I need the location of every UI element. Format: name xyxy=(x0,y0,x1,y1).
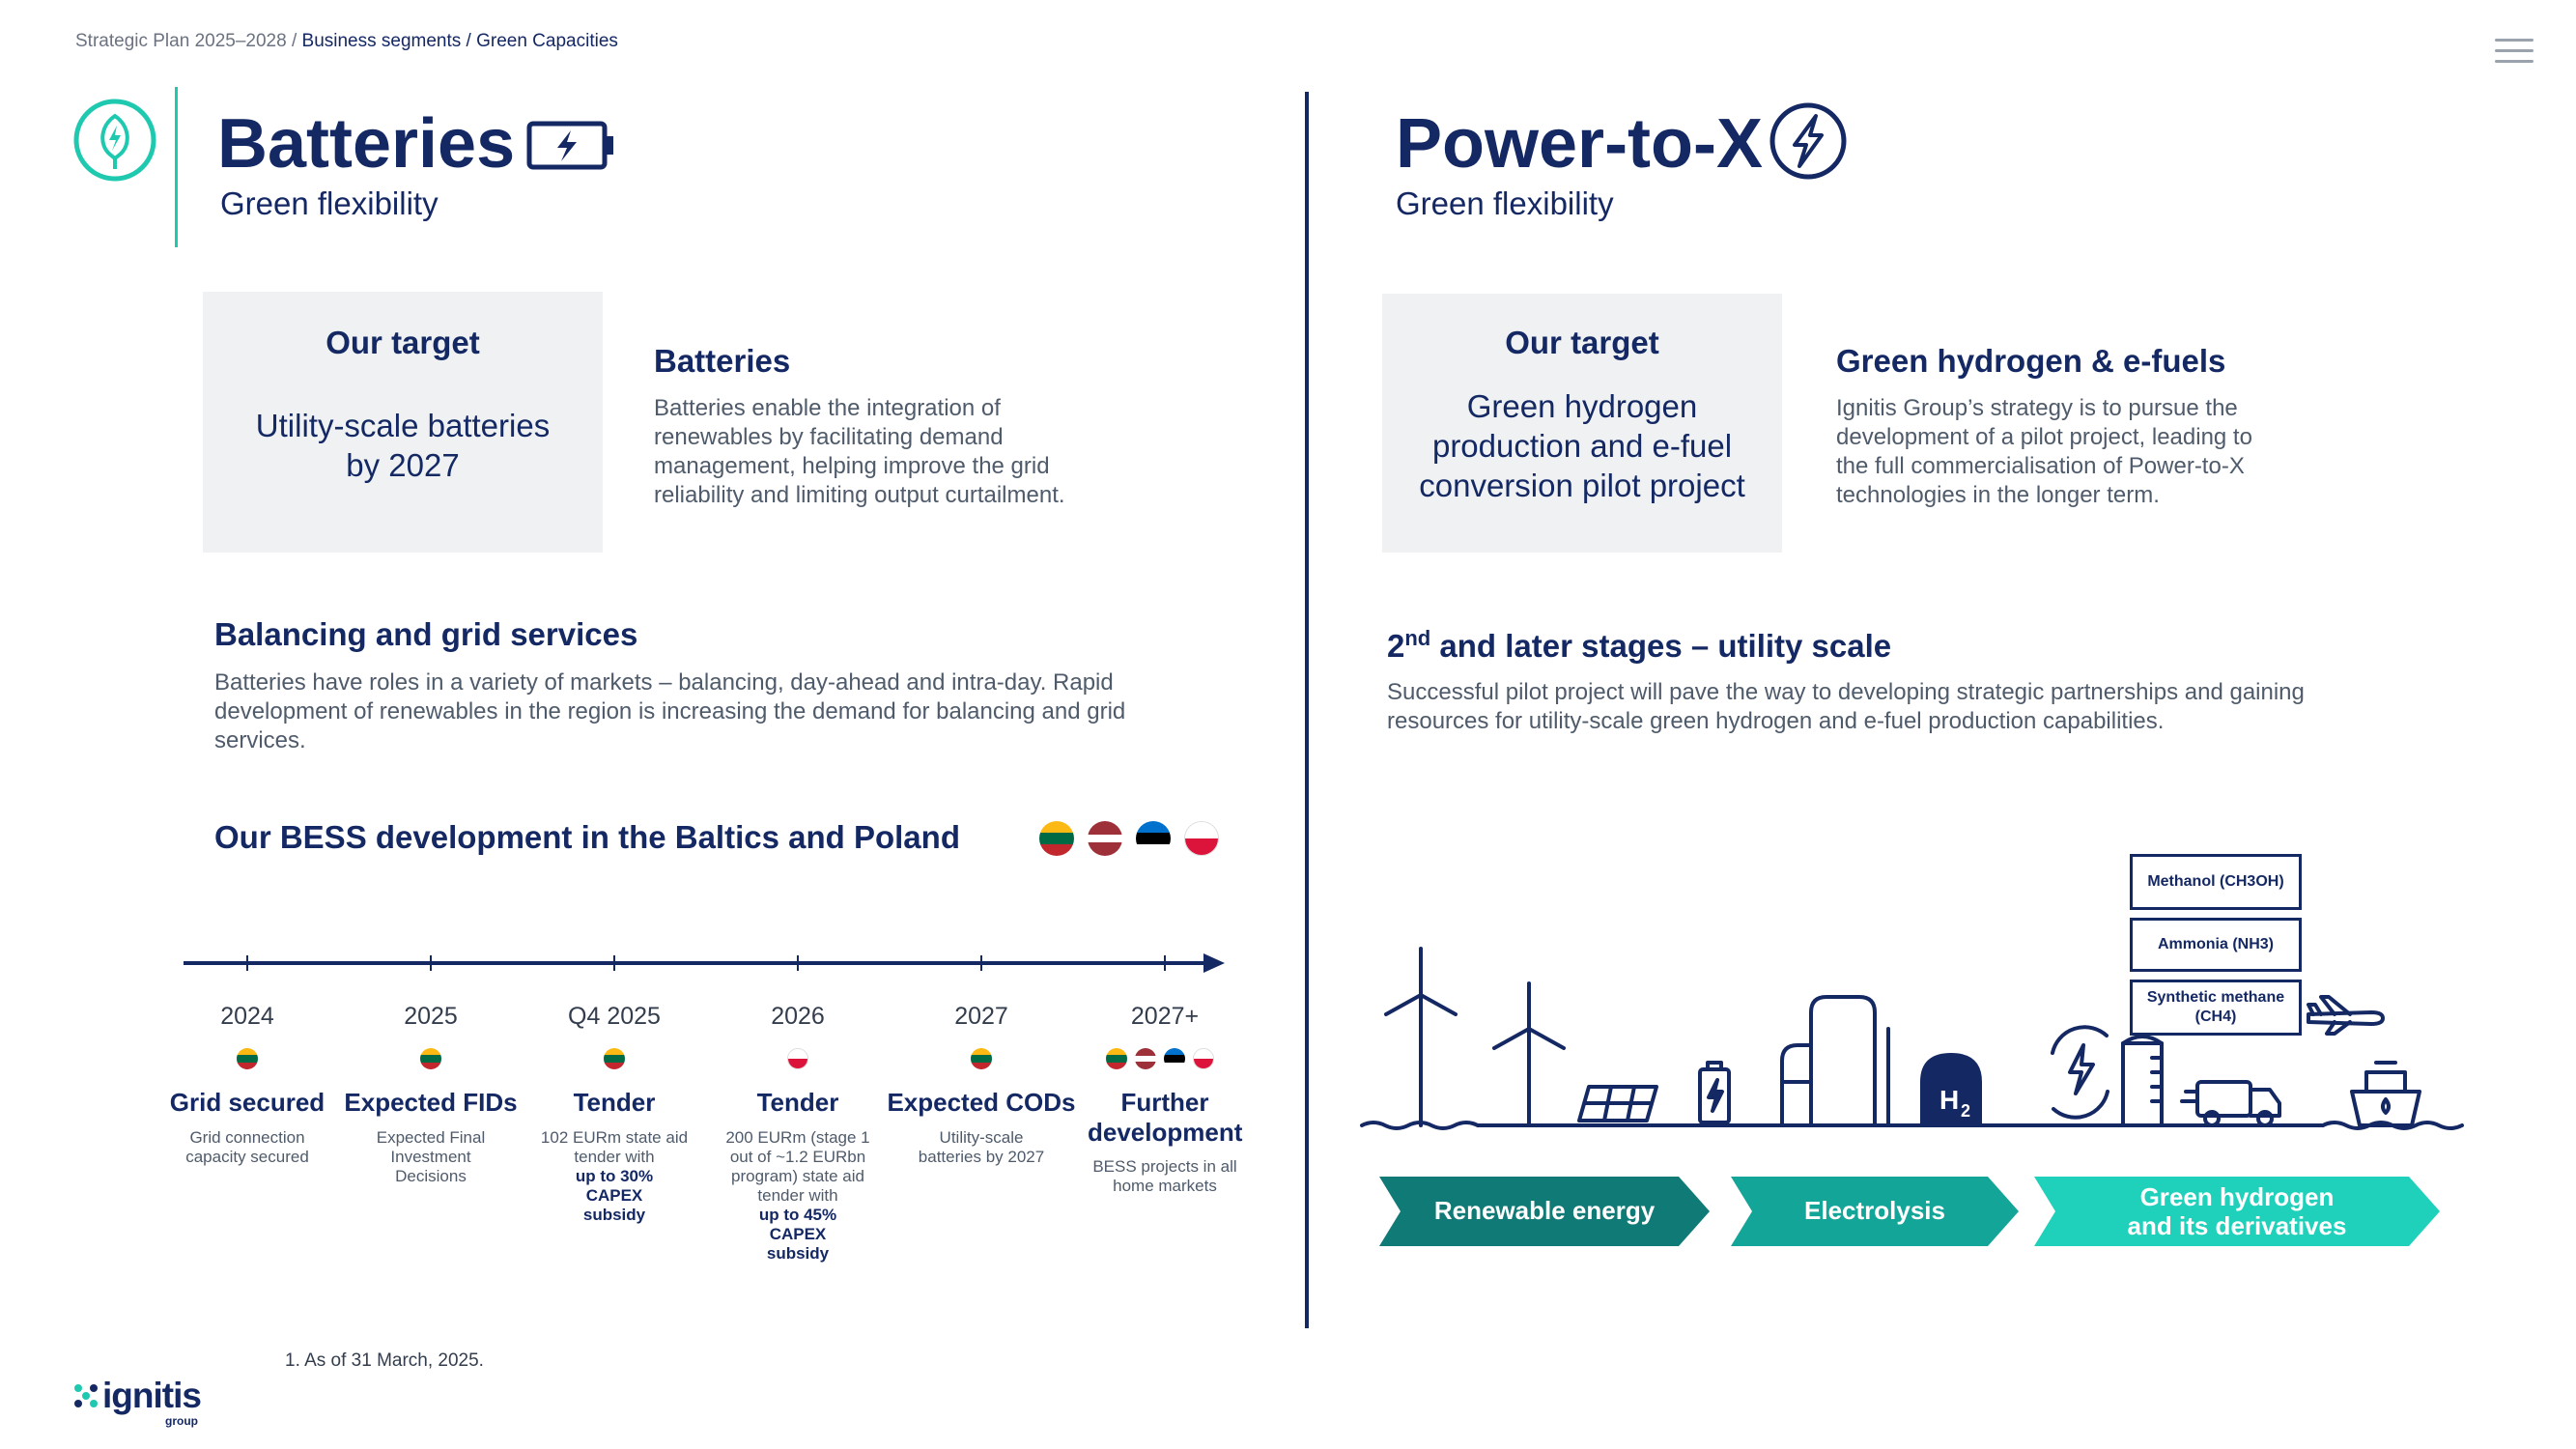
airplane-icon xyxy=(2308,997,2383,1034)
milestone-year-2027: 2027 xyxy=(954,1003,1008,1030)
green-hydrogen-stage: Green hydrogen and its derivatives xyxy=(2034,1177,2440,1246)
milestone-title: Further development xyxy=(1088,1088,1243,1147)
storage-tower-icon xyxy=(2123,1037,2162,1125)
flag-lithuania-icon xyxy=(604,1048,625,1069)
truck-icon xyxy=(2182,1082,2279,1125)
target-line2: production and e-fuel xyxy=(1431,428,1733,464)
milestone-desc: Expected Final Investment Decisions xyxy=(376,1128,486,1185)
flag-poland-icon xyxy=(1193,1048,1214,1069)
section-divider xyxy=(1305,92,1309,1328)
wind-turbine-icon xyxy=(1386,949,1456,1125)
svg-text:2: 2 xyxy=(1961,1101,1971,1121)
milestone-desc: Utility-scale batteries by 2027 xyxy=(918,1128,1045,1166)
logo-sub: group xyxy=(165,1414,198,1428)
leaf-bolt-icon xyxy=(71,97,158,184)
timeline-axis xyxy=(184,951,1227,980)
milestone-title: Tender xyxy=(573,1088,656,1117)
company-logo xyxy=(73,1376,209,1426)
battery-icon xyxy=(526,121,615,171)
teal-divider xyxy=(175,87,178,247)
batteries-intro-text: Batteries enable the integration of renewables by facilitating demand management, helping improve the grid reliability and limiting output curtailment. xyxy=(654,395,1065,508)
milestone-desc: Grid connection capacity secured xyxy=(185,1128,309,1166)
hydrogen-intro-text: Ignitis Group’s strategy is to pursue the development of a pilot project, leading to the full commercialisation of Power-to-X technologies in the longer term. xyxy=(1836,395,2252,508)
milestone-title: Expected CODs xyxy=(887,1088,1076,1117)
milestone-desc: BESS projects in all home markets xyxy=(1092,1157,1237,1195)
milestone-year-2025: 2025 xyxy=(404,1003,458,1030)
flag-estonia-icon xyxy=(1164,1048,1185,1069)
breadcrumb-current[interactable]: Business segments / Green Capacities xyxy=(301,31,618,51)
bess-heading: Our BESS development in the Baltics and Poland xyxy=(214,819,960,855)
batteries-title: Batteries xyxy=(217,105,516,183)
flag-lithuania-icon xyxy=(420,1048,441,1069)
product-methanol: Methanol (CH3OH) xyxy=(2130,854,2302,910)
flag-latvia-icon xyxy=(1135,1048,1156,1069)
logo-mark-icon xyxy=(73,1383,99,1408)
ship-icon xyxy=(2352,1063,2420,1125)
flag-poland-icon xyxy=(1184,821,1219,856)
target-line1: Green hydrogen xyxy=(1466,388,1698,424)
breadcrumb-prefix: Strategic Plan 2025–2028 / xyxy=(75,31,302,51)
milestone-desc: 102 EURm state aid tender with up to 30% CAPEX subsidy xyxy=(540,1128,689,1224)
solar-panel-icon xyxy=(1579,1087,1656,1121)
renewable-energy-stage: Renewable energy xyxy=(1379,1177,1710,1246)
target-box-power-to-x xyxy=(1382,294,1782,553)
electrolysis-stage: Electrolysis xyxy=(1731,1177,2019,1246)
lightning-circle-icon xyxy=(1768,100,1849,182)
product-synthetic-methane: Synthetic methane (CH4) xyxy=(2130,980,2302,1036)
power-to-x-subtitle: Green flexibility xyxy=(1396,185,1614,221)
conversion-cycle-icon xyxy=(2052,1027,2108,1118)
svg-text:H: H xyxy=(1939,1085,1960,1115)
balancing-heading: Balancing and grid services xyxy=(214,616,638,652)
flag-poland-icon xyxy=(787,1048,808,1069)
footnote: 1. As of 31 March, 2025. xyxy=(285,1350,484,1371)
product-ammonia: Ammonia (NH3) xyxy=(2130,918,2302,972)
milestone-year-2027-plus: 2027+ xyxy=(1130,1003,1200,1030)
milestone-year-q4-2025: Q4 2025 xyxy=(568,1003,661,1030)
flag-lithuania-icon xyxy=(1039,821,1074,856)
power-to-x-title: Power-to-X xyxy=(1396,105,1764,183)
milestone-title: Tender xyxy=(756,1088,839,1117)
logo-name: ignitis xyxy=(102,1376,201,1415)
milestone-desc: 200 EURm (stage 1 out of ~1.2 EURbn program) state aid tender with up to 45% CAPEX subsidy xyxy=(725,1128,870,1263)
battery-icon xyxy=(1700,1063,1729,1122)
milestone-year-2026: 2026 xyxy=(771,1003,825,1030)
milestone-title: Grid secured xyxy=(169,1088,326,1117)
flag-estonia-icon xyxy=(1136,821,1171,856)
hydrogen-intro-heading: Green hydrogen & e-fuels xyxy=(1836,343,2226,379)
stages-heading: 2nd and later stages – utility scale xyxy=(1387,626,1892,664)
batteries-intro-heading: Batteries xyxy=(654,343,791,379)
target-line1: Utility-scale batteries xyxy=(255,408,551,443)
flag-latvia-icon xyxy=(1088,821,1122,856)
stages-text: Successful pilot project will pave the way to developing strategic partnerships and gaining resources for utility-scale green hydrogen and e-fuel production capabilities. xyxy=(1387,679,2305,734)
target-heading: Our target xyxy=(1505,325,1659,360)
power-to-x-illustration xyxy=(1357,937,2473,1140)
target-box-batteries xyxy=(203,292,603,553)
batteries-subtitle: Green flexibility xyxy=(220,185,439,221)
flag-lithuania-icon xyxy=(971,1048,992,1069)
target-line3: conversion pilot project xyxy=(1419,468,1745,503)
flag-lithuania-icon xyxy=(1106,1048,1127,1069)
hydrogen-tank-icon xyxy=(1920,1053,1982,1125)
milestone-title: Expected FIDs xyxy=(344,1088,518,1117)
storage-tanks-icon xyxy=(1782,997,1888,1125)
flag-lithuania-icon xyxy=(237,1048,258,1069)
balancing-text: Batteries have roles in a variety of markets – balancing, day-ahead and intra-day. Rapid development of renewables in the region is increasing the demand for balancing and grid services. xyxy=(214,669,1126,753)
target-line2: by 2027 xyxy=(346,447,460,483)
target-heading: Our target xyxy=(326,325,480,360)
menu-icon[interactable] xyxy=(2495,39,2534,66)
wind-turbine-icon xyxy=(1494,983,1564,1125)
milestone-year-2024: 2024 xyxy=(220,1003,274,1030)
breadcrumb xyxy=(75,31,618,52)
